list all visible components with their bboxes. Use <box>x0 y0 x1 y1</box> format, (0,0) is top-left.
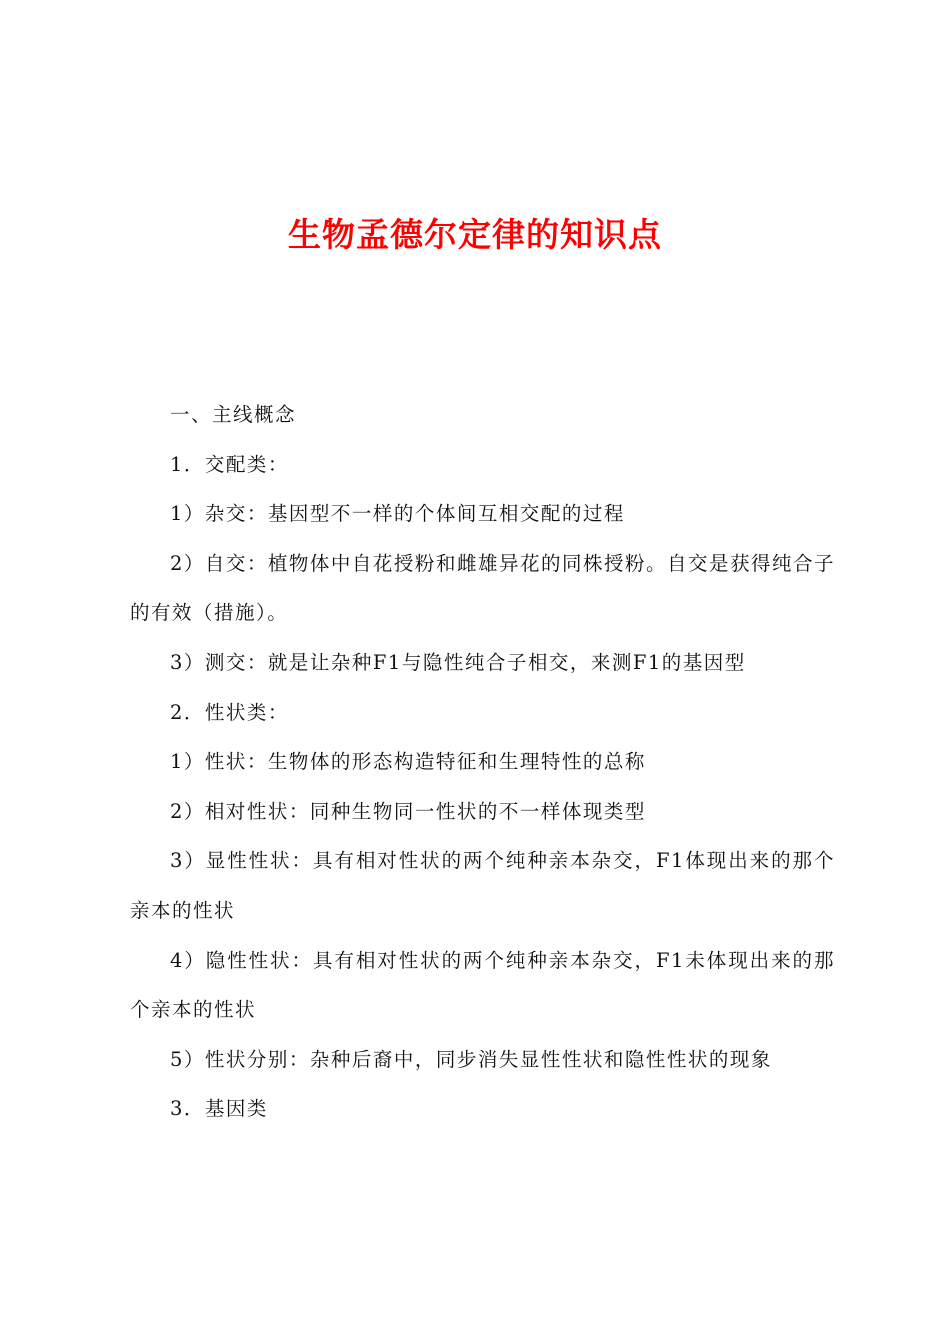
document-body <box>130 390 835 1134</box>
definition-paragraph: 1）性状：生物体的形态构造特征和生理特性的总称 <box>170 750 646 774</box>
document-title: 生物孟德尔定律的知识点 <box>288 215 662 254</box>
definition-paragraph: 5）性状分别：杂种后裔中，同步消失显性性状和隐性性状的现象 <box>170 1047 772 1071</box>
definition-paragraph: 2）自交：植物体中自花授粉和雌雄异花的同株授粉。自交是获得纯合子的有效（措施）。 <box>130 551 835 625</box>
definition-paragraph: 3）测交：就是让杂种F1与隐性纯合子相交，来测F1的基因型 <box>170 650 746 674</box>
definition-paragraph: 2）相对性状：同种生物同一性状的不一样体现类型 <box>170 799 646 823</box>
definition-paragraph: 3）显性性状：具有相对性状的两个纯种亲本杂交，F1体现出来的那个亲本的性状 <box>130 849 835 922</box>
subsection-heading: 2．性状类： <box>170 700 289 724</box>
subsection-heading: 3．基因类 <box>170 1097 268 1121</box>
subsection-heading: 1．交配类： <box>170 452 289 476</box>
section-heading: 一、主线概念 <box>170 403 297 426</box>
definition-paragraph: 1）杂交：基因型不一样的个体间互相交配的过程 <box>170 502 625 526</box>
definition-paragraph: 4）隐性性状：具有相对性状的两个纯种亲本杂交，F1未体现出来的那个亲本的性状 <box>130 948 835 1022</box>
